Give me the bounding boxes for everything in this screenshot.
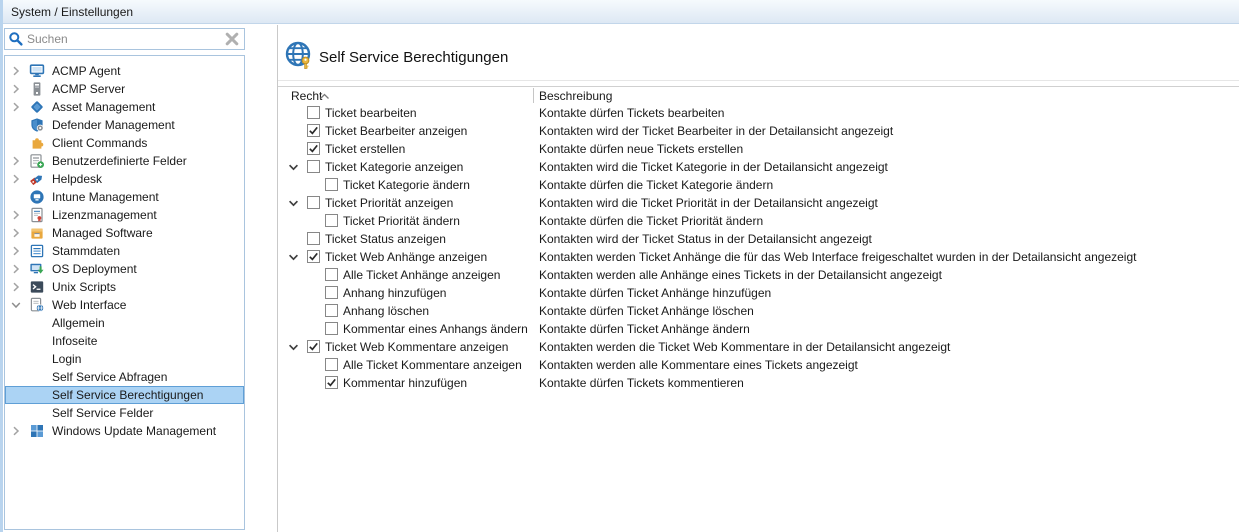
license-icon [29, 207, 45, 223]
sidebar-item-client-commands[interactable] [5, 134, 244, 152]
permissions-table-body [278, 104, 1239, 532]
permission-label: Alle Ticket Kommentare anzeigen [343, 358, 522, 372]
web-interface-icon [29, 297, 45, 313]
chevron-right-icon[interactable] [9, 154, 23, 168]
acmp-server-icon [29, 81, 45, 97]
sidebar-item-intune-management[interactable] [5, 188, 244, 206]
permission-label: Ticket Kategorie ändern [343, 178, 470, 192]
magnifier-icon [8, 31, 24, 47]
search-input[interactable] [24, 32, 224, 46]
column-header-beschreibung[interactable]: Beschreibung [539, 89, 613, 103]
chevron-right-icon[interactable] [9, 280, 23, 294]
permission-label: Ticket Status anzeigen [325, 232, 446, 246]
permission-description: Kontakte dürfen neue Tickets erstellen [539, 142, 744, 156]
globe-key-icon [284, 40, 314, 70]
permission-checkbox[interactable] [307, 106, 320, 119]
sidebar-item-benutzerdefinierte-felder[interactable] [5, 152, 244, 170]
permission-description: Kontakte dürfen die Ticket Kategorie ändern [539, 178, 774, 192]
defender-management-icon [29, 117, 45, 133]
sidebar-item-label: ACMP Agent [52, 64, 121, 78]
chevron-down-icon[interactable] [9, 298, 23, 312]
permission-row[interactable] [278, 194, 1239, 212]
table-header [278, 86, 1239, 105]
column-divider[interactable] [533, 88, 534, 103]
permission-row[interactable] [278, 302, 1239, 320]
permission-checkbox-checked[interactable] [307, 250, 320, 263]
permission-description: Kontakten wird der Ticket Bearbeiter in der Detailansicht angezeigt [539, 124, 894, 138]
permission-checkbox[interactable] [325, 214, 338, 227]
permission-label: Alle Ticket Anhänge anzeigen [343, 268, 501, 282]
chevron-right-icon[interactable] [9, 424, 23, 438]
chevron-right-icon[interactable] [9, 208, 23, 222]
permission-checkbox[interactable] [325, 286, 338, 299]
permission-row[interactable] [278, 104, 1239, 122]
permission-checkbox[interactable] [307, 160, 320, 173]
chevron-right-icon[interactable] [9, 244, 23, 258]
chevron-right-icon[interactable] [9, 82, 23, 96]
sidebar-item-self-service-felder[interactable] [5, 404, 244, 422]
breadcrumb: System / Einstellungen [11, 5, 134, 19]
permission-description: Kontakten wird die Ticket Priorität in der Detailansicht angezeigt [539, 196, 878, 210]
permission-checkbox[interactable] [325, 178, 338, 191]
sidebar-item-lizenzmanagement[interactable] [5, 206, 244, 224]
windows-update-icon [29, 423, 45, 439]
sidebar-item-label: Defender Management [52, 118, 175, 132]
sidebar-item-defender-management[interactable] [5, 116, 244, 134]
sidebar-item-helpdesk[interactable] [5, 170, 244, 188]
sidebar-item-label: Intune Management [52, 190, 159, 204]
sidebar-item-managed-software[interactable] [5, 224, 244, 242]
sidebar-item-infoseite[interactable] [5, 332, 244, 350]
permission-description: Kontakten werden alle Kommentare eines Tickets angezeigt [539, 358, 858, 372]
permission-description: Kontakte dürfen die Ticket Priorität ändern [539, 214, 764, 228]
sidebar-item-label: Asset Management [52, 100, 156, 114]
permission-description: Kontakten werden die Ticket Web Kommentare in der Detailansicht angezeigt [539, 340, 951, 354]
settings-tree [4, 55, 245, 530]
sidebar-item-login[interactable] [5, 350, 244, 368]
sidebar-item-label: Client Commands [52, 136, 148, 150]
permission-description: Kontakten wird der Ticket Status in der Detailansicht angezeigt [539, 232, 872, 246]
sidebar-item-label: Lizenzmanagement [52, 208, 157, 222]
permission-description: Kontakte dürfen Tickets bearbeiten [539, 106, 725, 120]
sidebar-item-asset-management[interactable] [5, 98, 244, 116]
permission-checkbox[interactable] [325, 322, 338, 335]
permission-row[interactable] [278, 140, 1239, 158]
sidebar-item-label: Managed Software [52, 226, 153, 240]
permission-description: Kontakte dürfen Ticket Anhänge hinzufügen [539, 286, 772, 300]
asset-management-icon [29, 99, 45, 115]
chevron-icon [9, 136, 23, 150]
breadcrumb-bar [3, 0, 1239, 24]
permission-row[interactable] [278, 212, 1239, 230]
sidebar-item-acmp-agent[interactable] [5, 62, 244, 80]
permission-description: Kontakte dürfen Ticket Anhänge ändern [539, 322, 750, 336]
title-separator [278, 80, 1239, 81]
sort-ascending-icon [319, 93, 330, 100]
sidebar-item-label: Self Service Berechtigungen [52, 388, 204, 402]
chevron-down-icon[interactable] [287, 197, 300, 210]
custom-fields-icon [29, 153, 45, 169]
chevron-down-icon[interactable] [287, 251, 300, 264]
permission-label: Ticket Priorität ändern [343, 214, 460, 228]
sidebar-item-windows-update-management[interactable] [5, 422, 244, 440]
sidebar-item-label: ACMP Server [52, 82, 126, 96]
sidebar-item-label: Web Interface [52, 298, 127, 312]
permission-row[interactable] [278, 374, 1239, 392]
sidebar-item-acmp-server[interactable] [5, 80, 244, 98]
permission-label: Ticket Web Kommentare anzeigen [325, 340, 509, 354]
permission-row[interactable] [278, 356, 1239, 374]
sidebar-item-allgemein[interactable] [5, 314, 244, 332]
permission-description: Kontakte dürfen Ticket Anhänge löschen [539, 304, 754, 318]
client-commands-icon [29, 135, 45, 151]
permission-row[interactable] [278, 122, 1239, 140]
permission-label: Ticket Bearbeiter anzeigen [325, 124, 468, 138]
permission-checkbox-checked[interactable] [307, 142, 320, 155]
acmp-agent-icon [29, 63, 45, 79]
permission-checkbox[interactable] [325, 304, 338, 317]
permission-row[interactable] [278, 338, 1239, 356]
permission-row[interactable] [278, 230, 1239, 248]
permission-label: Ticket Web Anhänge anzeigen [325, 250, 488, 264]
sidebar-item-label: Infoseite [52, 334, 98, 348]
main-panel [277, 25, 1239, 532]
permission-row[interactable] [278, 158, 1239, 176]
search-box[interactable] [4, 28, 245, 50]
sidebar-item-label: OS Deployment [52, 262, 137, 276]
permission-label: Ticket bearbeiten [325, 106, 417, 120]
permission-description: Kontakten wird die Ticket Kategorie in der Detailansicht angezeigt [539, 160, 888, 174]
sidebar-item-self-service-berechtigungen[interactable] [5, 386, 244, 404]
chevron-right-icon[interactable] [9, 64, 23, 78]
chevron-right-icon[interactable] [9, 100, 23, 114]
chevron-icon [9, 118, 23, 132]
permission-checkbox-checked[interactable] [307, 124, 320, 137]
sidebar-item-label: Windows Update Management [52, 424, 217, 438]
permission-description: Kontakten werden alle Anhänge eines Tickets in der Detailansicht angezeigt [539, 268, 942, 282]
permission-checkbox-checked[interactable] [307, 340, 320, 353]
permission-checkbox[interactable] [325, 268, 338, 281]
permission-row[interactable] [278, 176, 1239, 194]
permission-label: Ticket Kategorie anzeigen [325, 160, 464, 174]
chevron-down-icon[interactable] [287, 161, 300, 174]
intune-icon [29, 189, 45, 205]
sidebar-item-label: Benutzerdefinierte Felder [52, 154, 187, 168]
permission-row[interactable] [278, 320, 1239, 338]
permission-label: Ticket Priorität anzeigen [325, 196, 454, 210]
permission-description: Kontakte dürfen Tickets kommentieren [539, 376, 744, 390]
column-header-recht[interactable]: Recht [291, 89, 323, 103]
sidebar-item-label: Allgemein [52, 316, 105, 330]
permission-checkbox[interactable] [325, 358, 338, 371]
chevron-down-icon[interactable] [287, 341, 300, 354]
sidebar-item-label: Helpdesk [52, 172, 103, 186]
sidebar-item-label: Stammdaten [52, 244, 121, 258]
permission-checkbox-checked[interactable] [325, 376, 338, 389]
sidebar-item-unix-scripts[interactable] [5, 278, 244, 296]
permission-label: Anhang hinzufügen [343, 286, 447, 300]
chevron-icon [9, 190, 23, 204]
chevron-right-icon[interactable] [9, 172, 23, 186]
sidebar-item-os-deployment[interactable] [5, 260, 244, 278]
permission-row[interactable] [278, 266, 1239, 284]
page-title: Self Service Berechtigungen [319, 49, 509, 66]
helpdesk-icon [29, 171, 45, 187]
sidebar-item-stammdaten[interactable] [5, 242, 244, 260]
sidebar-item-label: Login [52, 352, 82, 366]
permission-checkbox[interactable] [307, 232, 320, 245]
permission-label: Ticket erstellen [325, 142, 406, 156]
sidebar-item-web-interface[interactable] [5, 296, 244, 314]
os-deployment-icon [29, 261, 45, 277]
stammdaten-icon [29, 243, 45, 259]
unix-scripts-icon [29, 279, 45, 295]
sidebar-item-label: Unix Scripts [52, 280, 117, 294]
close-icon[interactable] [224, 31, 240, 47]
permission-label: Kommentar eines Anhangs ändern [343, 322, 528, 336]
chevron-right-icon[interactable] [9, 262, 23, 276]
permission-checkbox[interactable] [307, 196, 320, 209]
permission-description: Kontakten werden Ticket Anhänge die für das Web Interface freigeschaltet wurden in der Detailansicht angezeigt [539, 250, 1137, 264]
sidebar-item-self-service-abfragen[interactable] [5, 368, 244, 386]
sidebar-item-label: Self Service Abfragen [52, 370, 168, 384]
chevron-right-icon[interactable] [9, 226, 23, 240]
sidebar-item-label: Self Service Felder [52, 406, 154, 420]
permission-label: Kommentar hinzufügen [343, 376, 468, 390]
permission-label: Anhang löschen [343, 304, 430, 318]
managed-software-icon [29, 225, 45, 241]
permission-row[interactable] [278, 284, 1239, 302]
permission-row[interactable] [278, 248, 1239, 266]
window-edge [0, 0, 3, 532]
